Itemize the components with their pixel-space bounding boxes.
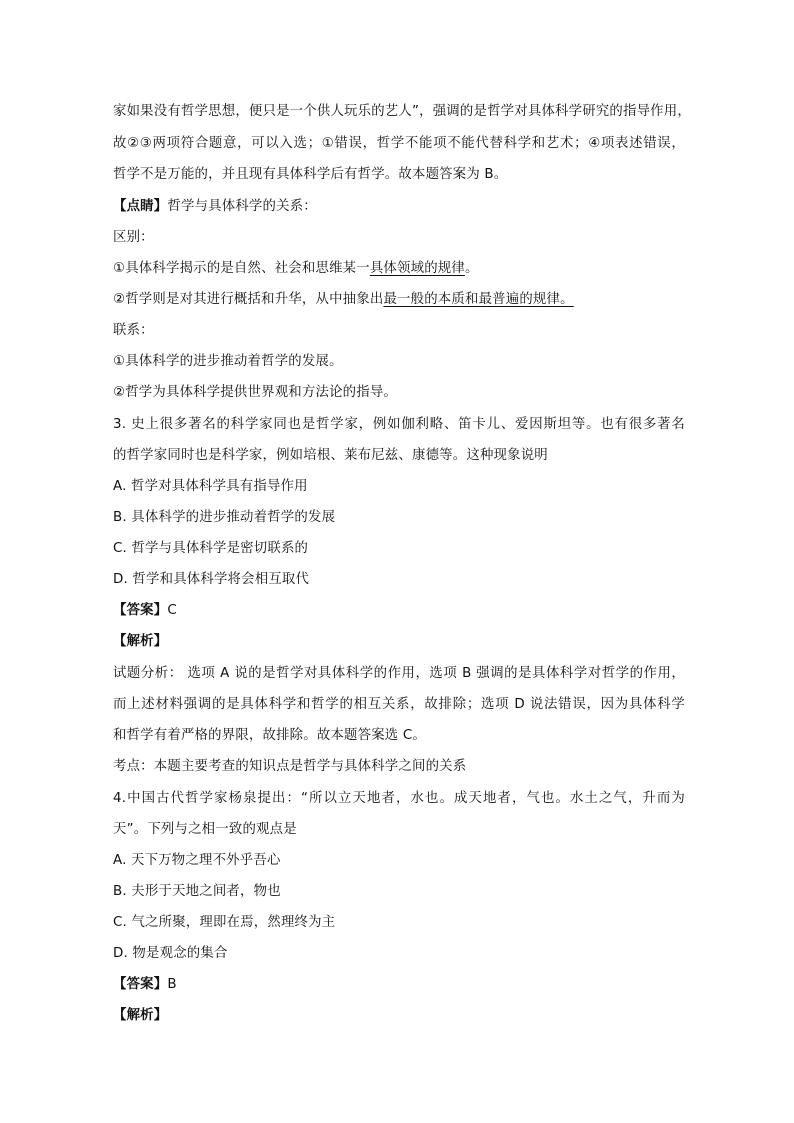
connection-item-1: ①具体科学的进步推动着哲学的发展。 [113,354,343,369]
question-3-option-a: A. 哲学对具体科学具有指导作用 [113,479,308,494]
intro-line-2: 故②③两项符合题意，可以入选；①错误，哲学不能项不能代替科学和艺术；④项表述错误， [113,136,685,151]
intro-line-1: 家如果没有哲学思想，便只是一个供人玩乐的艺人”，强调的是哲学对具体科学研究的指导作用， [113,104,691,119]
question-4-option-d: D. 物是观念的集合 [113,946,228,961]
question-4-stem-line-2: 天”。下列与之相一致的观点是 [113,822,297,837]
question-3-answer [113,601,685,621]
answer-value: B [167,977,177,992]
question-3-option-b: B. 具体科学的进步推动着哲学的发展 [113,510,336,525]
difference-item-1-end: 。 [464,261,479,276]
difference-item-1-underlined: 具体领域的规律 [369,261,465,276]
intro-line-3: 哲学不是万能的，并且现有具体科学后有哲学。故本题答案为 B。 [113,167,508,182]
question-4-analysis-label: 【解析】 [113,1008,168,1023]
question-4-stem-line-1: 4.中国古代哲学家杨泉提出：“所以立天地者，水也。成天地者，气也。水土之气，升而为 [113,791,685,806]
difference-item-1-text: ①具体科学揭示的是自然、社会和思维某一 [113,261,370,276]
question-3-analysis-line-3: 和哲学有着严格的界限，故排除。故本题答案选 C。 [113,728,426,743]
difference-item-2-text: ②哲学则是对其进行概括和升华，从中抽象出 [113,292,384,307]
question-4-option-b: B. 夫形于天地之间者，物也 [113,884,281,899]
question-3-kaodian: 考点：本题主要考查的知识点是哲学与具体科学之间的关系 [113,759,467,774]
connection-item-2: ②哲学为具体科学提供世界观和方法论的指导。 [113,385,398,400]
question-4-option-a: A. 天下万物之理不外乎吾心 [113,853,281,868]
question-3-stem-line-2: 的哲学家同时也是科学家，例如培根、莱布尼兹、康德等。这种现象说明 [113,448,548,463]
answer-value: C [167,603,177,618]
difference-item-2-underlined: 最一般的本质和最普遍的规律。 [383,292,574,307]
difference-label: 区别： [113,230,154,245]
question-4-option-c: C. 气之所聚，理即在焉，然理终为主 [113,915,336,930]
connection-label: 联系： [113,323,154,338]
difference-item-2 [113,290,685,310]
answer-label: 【答案】 [113,977,168,992]
question-3-option-d: D. 哲学和具体科学将会相互取代 [113,572,310,587]
answer-label: 【答案】 [113,603,168,618]
question-3-option-c: C. 哲学与具体科学是密切联系的 [113,541,309,556]
question-4-answer [113,975,685,995]
dianjing-title: 哲学与具体科学的关系： [167,199,317,214]
difference-item-1 [113,259,685,279]
question-3-analysis-label: 【解析】 [113,634,168,649]
dianjing-heading-line [113,197,685,217]
question-3-stem-line-1: 3. 史上很多著名的科学家同也是哲学家，例如伽利略、笛卡儿、爱因斯坦等。也有很多著名 [113,417,685,432]
question-3-analysis-line-1: 试题分析： 选项 A 说的是哲学对具体科学的作用，选项 B 强调的是具体科学对哲学的作用， [113,666,685,681]
question-3-analysis-line-2: 而上述材料强调的是具体科学和哲学的相互关系，故排除；选项 D 说法错误，因为具体科学 [113,697,685,712]
dianjing-heading: 【点睛】 [113,199,168,214]
